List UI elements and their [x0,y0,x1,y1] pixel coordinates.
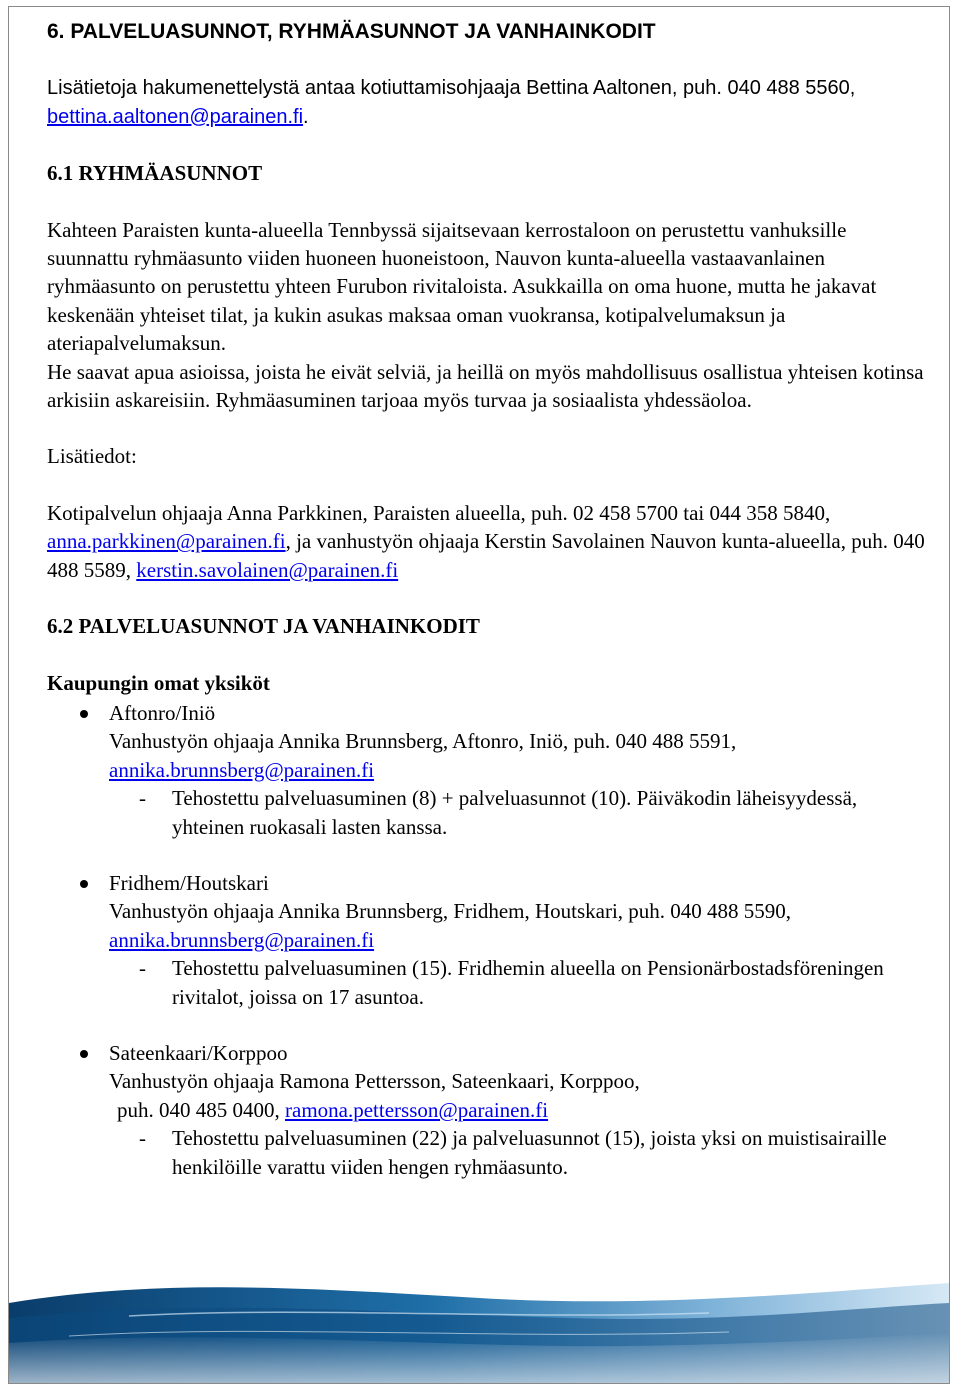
unit-note: - Tehostettu palveluasuminen (15). Fridhemin alueella on Pensionärbostadsföreningen rivitalot, joissa on 17 asuntoa. [139,956,884,1009]
water-wave-decoration [9,1258,949,1383]
dash-marker: - [139,1126,146,1151]
service-housing-title: 6.2 PALVELUASUNNOT JA VANHAINKODIT [47,614,480,639]
unit-email-link[interactable]: annika.brunnsberg@parainen.fi [109,927,375,952]
dash-marker: - [139,956,146,981]
unit-contact: Vanhustyön ohjaaja Annika Brunnsberg, Fridhem, Houtskari, puh. 040 488 5590, [109,899,792,924]
document-content [47,18,927,1209]
more-info-label: Lisätiedot: [47,444,137,469]
group-housing-paragraph-1: Kahteen Paraisten kunta-alueella Tennbyssä sijaitsevaan kerrostaloon on perustettu vanhuksille suunnattu ryhmäasunto viiden huoneen huoneistoon, Nauvon kunta-alueella vastaavanlainen ryhmäasunto on perustettu yhteen Furubon rivitaloista. Asukkailla on oma huone, mutta he jakavat keskenään yhteiset tilat, ja kukin asukas maksaa oman vuokransa, kotipalvelumaksun ja ateriapalvelumaksun. [47,217,877,356]
bullet-icon [80,880,88,888]
unit-contact: Vanhustyön ohjaaja Ramona Pettersson, Sateenkaari, Korppoo, [109,1069,640,1094]
unit-item [47,699,927,841]
unit-name: Aftonro/Iniö [109,700,216,725]
unit-note: - Tehostettu palveluasuminen (22) ja palveluasunnot (15), joista yksi on muistisairaille henkilöille varattu viiden hengen ryhmäasunto. [139,1126,887,1179]
unit-name: Sateenkaari/Korppoo [109,1040,288,1065]
section-title: 6. PALVELUASUNNOT, RYHMÄASUNNOT JA VANHAINKODIT [47,20,656,43]
group-housing-paragraph-2: He saavat apua asioissa, joista he eivät selviä, ja heillä on myös mahdollisuus osallistua yhteisen kotinsa arkisiin askareisiin. Ryhmäasuminen tarjoaa myös turvaa ja sosiaalista yhdessäoloa. [47,359,924,413]
unit-name: Fridhem/Houtskari [109,870,269,895]
bullet-icon [80,1050,88,1058]
unit-email-link[interactable]: annika.brunnsberg@parainen.fi [109,757,375,782]
bullet-icon [80,710,88,718]
intro-email-link[interactable]: bettina.aaltonen@parainen.fi [47,105,304,128]
dash-marker: - [139,786,146,811]
service-housing-subtitle: Kaupungin omat yksiköt [47,670,270,695]
contact-email-link-1[interactable]: anna.parkkinen@parainen.fi [47,529,286,554]
group-housing-title: 6.1 RYHMÄASUNNOT [47,161,263,186]
unit-note: - Tehostettu palveluasuminen (8) + palveluasunnot (10). Päiväkodin läheisyydessä, yhteinen ruokasali lasten kanssa. [139,786,858,839]
unit-email-link[interactable]: ramona.pettersson@parainen.fi [285,1097,549,1122]
section-intro: Lisätietoja hakumenettelystä antaa kotiuttamisohjaaja Bettina Aaltonen, puh. 040 488 5560, bettina.aaltonen@parainen.fi. [47,77,856,128]
group-housing-contact: Kotipalvelun ohjaaja Anna Parkkinen, Paraisten alueella, puh. 02 458 5700 tai 044 358 5840, anna.parkkinen@parainen.fi, ja vanhustyön ohjaaja Kerstin Savolainen Nauvon kunta-alueella, puh. 040 488 5589, kerstin.savolainen@parainen.fi [47,500,925,582]
unit-item: Sateenkaari/Korppoo Vanhustyön ohjaaja Ramona Pettersson, Sateenkaari, Korppoo, puh. 040 485 0400, ramona.pettersson@parainen.fi - Tehostettu palveluasuminen (22) ja palveluasunnot (15), joista yksi on muistisairaille henkilöille varattu viiden hengen ryhmäasunto. [47,1039,927,1181]
unit-item [47,869,927,1011]
contact-email-link-2[interactable]: kerstin.savolainen@parainen.fi [136,557,399,582]
unit-contact: Vanhustyön ohjaaja Annika Brunnsberg, Aftonro, Iniö, puh. 040 488 5591, [109,729,737,754]
